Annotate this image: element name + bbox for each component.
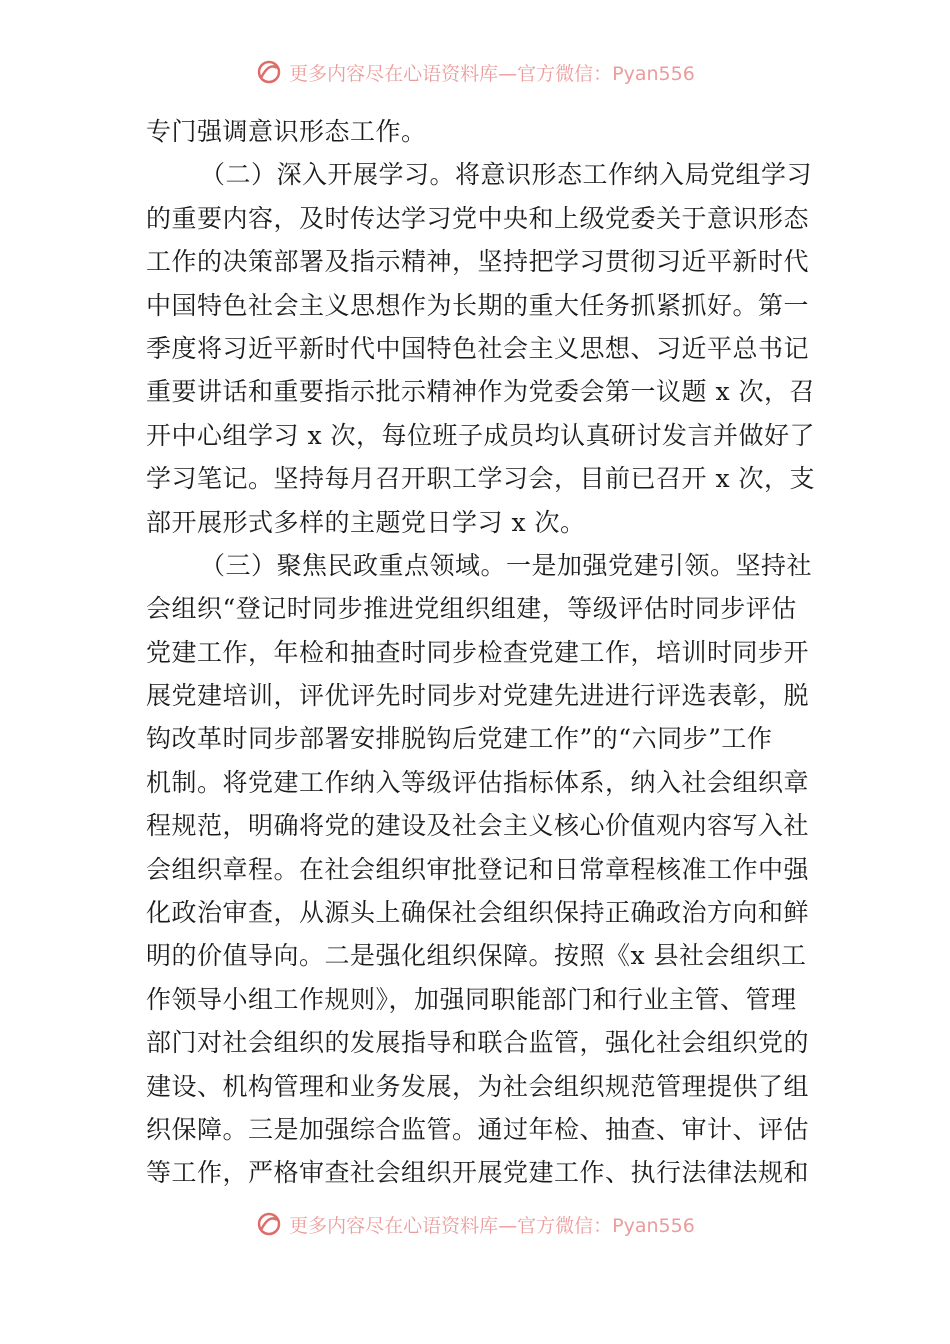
text-line: 展党建培训，评优评先时同步对党建先进进行评选表彰，脱 xyxy=(146,681,810,711)
text-line: 专门强调意识形态工作。 xyxy=(146,117,427,146)
watermark-logo-icon xyxy=(255,1210,283,1238)
text-line: 工作的决策部署及指示精神，坚持把学习贯彻习近平新时代 xyxy=(146,247,810,277)
watermark-text: 更多内容尽在心语资料库—官方微信：Pyan556 xyxy=(289,62,695,85)
text-line: 学习笔记。坚持每月召开职工学习会，目前已召开 x 次，支 xyxy=(146,464,815,494)
document-body xyxy=(146,110,815,1195)
watermark-header xyxy=(0,52,950,92)
text-line: 织保障。三是加强综合监管。通过年检、抽查、审计、评估 xyxy=(146,1114,810,1144)
text-line: （三）聚焦民政重点领域。一是加强党建引领。坚持社 xyxy=(200,550,813,580)
text-line: 会组织“登记时同步推进党组织组建，等级评估时同步评估 xyxy=(146,594,797,624)
text-line: （二）深入开展学习。将意识形态工作纳入局党组学习 xyxy=(200,160,813,190)
text-line: 部开展形式多样的主题党日学习 x 次。 xyxy=(146,507,586,537)
text-line: 明的价值导向。二是强化组织保障。按照《x 县社会组织工 xyxy=(146,941,807,971)
text-line: 开中心组学习 x 次，每位班子成员均认真研讨发言并做好了 xyxy=(146,420,815,450)
text-line: 会组织章程。在社会组织审批登记和日常章程核准工作中强 xyxy=(146,854,810,884)
text-line: 的重要内容，及时传达学习党中央和上级党委关于意识形态 xyxy=(146,203,810,233)
text-line: 中国特色社会主义思想作为长期的重大任务抓紧抓好。第一 xyxy=(146,290,810,320)
text-line: 建设、机构管理和业务发展，为社会组织规范管理提供了组 xyxy=(146,1071,810,1101)
watermark-logo-icon xyxy=(255,58,283,86)
text-line: 季度将习近平新时代中国特色社会主义思想、习近平总书记 xyxy=(146,333,810,363)
text-line: 化政治审查，从源头上确保社会组织保持正确政治方向和鲜 xyxy=(146,898,810,928)
watermark-text: 更多内容尽在心语资料库—官方微信：Pyan556 xyxy=(289,1214,695,1237)
text-line: 部门对社会组织的发展指导和联合监管，强化社会组织党的 xyxy=(146,1028,810,1058)
text-line: 程规范，明确将党的建设及社会主义核心价值观内容写入社 xyxy=(146,811,810,841)
watermark-footer xyxy=(0,1204,950,1244)
text-line: 等工作，严格审查社会组织开展党建工作、执行法律法规和 xyxy=(146,1158,810,1188)
text-line: 党建工作，年检和抽查时同步检查党建工作，培训时同步开 xyxy=(146,637,810,667)
text-line: 重要讲话和重要指示批示精神作为党委会第一议题 x 次，召 xyxy=(146,377,815,407)
text-line: 钩改革时同步部署安排脱钩后党建工作”的“六同步”工作 xyxy=(146,724,773,754)
text-line: 作领导小组工作规则》，加强同职能部门和行业主管、管理 xyxy=(146,984,797,1014)
text-line: 机制。将党建工作纳入等级评估指标体系，纳入社会组织章 xyxy=(146,767,810,797)
